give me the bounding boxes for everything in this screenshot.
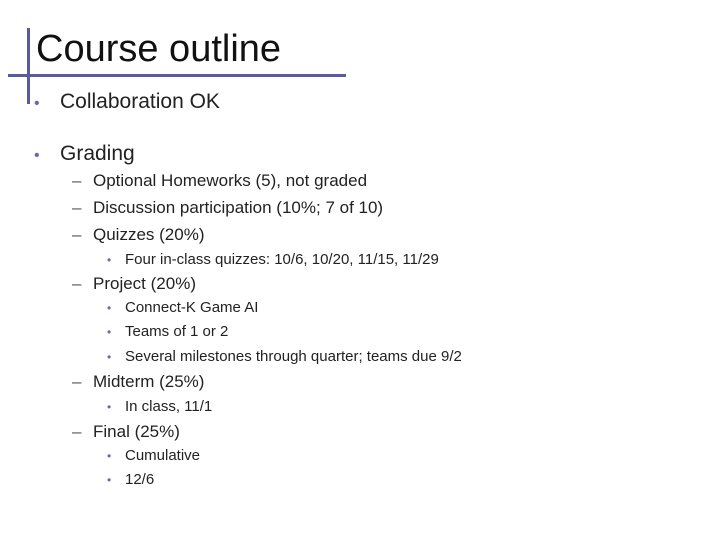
dash-icon: –	[72, 171, 82, 190]
sub-sub-bullet-text: In class, 11/1	[125, 398, 213, 415]
sub-bullet-text: Optional Homeworks (5), not graded	[93, 171, 368, 190]
dash-icon: –	[72, 422, 82, 441]
bullet-icon: •	[107, 473, 112, 487]
dash-icon: –	[72, 198, 82, 217]
bullet-icon: •	[107, 325, 112, 339]
sub-sub-bullet-text: Several milestones through quarter; teams due 9/2	[125, 348, 462, 365]
bullet-icon: •	[34, 95, 40, 112]
dash-icon: –	[72, 225, 82, 244]
bullet-grading	[34, 141, 135, 169]
sub-sub-bullet-text: Connect-K Game AI	[125, 299, 259, 316]
sub-bullet-text: Midterm (25%)	[93, 372, 205, 391]
sub-sub-bullet-connect-k	[107, 298, 258, 318]
sub-bullet-text: Project (20%)	[93, 274, 196, 293]
sub-bullet-text: Quizzes (20%)	[93, 225, 205, 244]
bullet-collaboration	[34, 89, 220, 117]
sub-bullet-quizzes	[72, 224, 204, 246]
dash-icon: –	[72, 372, 82, 391]
sub-sub-bullet-text: Cumulative	[125, 447, 201, 464]
sub-sub-bullet-quiz-dates	[107, 250, 439, 270]
bullet-icon: •	[107, 350, 112, 364]
sub-bullet-final	[72, 421, 180, 443]
bullet-icon: •	[107, 449, 112, 463]
sub-bullet-homeworks	[72, 170, 367, 192]
title-accent-horizontal-bar	[8, 74, 346, 77]
bullet-icon: •	[107, 301, 112, 315]
sub-sub-bullet-milestones	[107, 347, 462, 367]
sub-bullet-text: Discussion participation (10%; 7 of 10)	[93, 198, 384, 217]
slide-title: Course outline	[36, 28, 282, 70]
dash-icon: –	[72, 274, 82, 293]
sub-bullet-midterm	[72, 371, 204, 393]
bullet-icon: •	[107, 253, 112, 267]
sub-bullet-project	[72, 273, 196, 295]
title-accent-vertical-bar	[27, 28, 30, 104]
sub-sub-bullet-cumulative	[107, 446, 200, 466]
sub-sub-bullet-text: Teams of 1 or 2	[125, 323, 229, 340]
sub-sub-bullet-text: Four in-class quizzes: 10/6, 10/20, 11/15, 11/29	[125, 251, 439, 268]
sub-sub-bullet-midterm-date	[107, 397, 212, 417]
bullet-text: Collaboration OK	[60, 90, 220, 113]
sub-bullet-text: Final (25%)	[93, 422, 180, 441]
bullet-icon: •	[34, 147, 40, 164]
sub-bullet-participation	[72, 197, 383, 219]
sub-sub-bullet-final-date	[107, 470, 154, 490]
bullet-icon: •	[107, 400, 112, 414]
bullet-text: Grading	[60, 142, 135, 165]
sub-sub-bullet-text: 12/6	[125, 471, 155, 488]
sub-sub-bullet-teams	[107, 322, 228, 342]
